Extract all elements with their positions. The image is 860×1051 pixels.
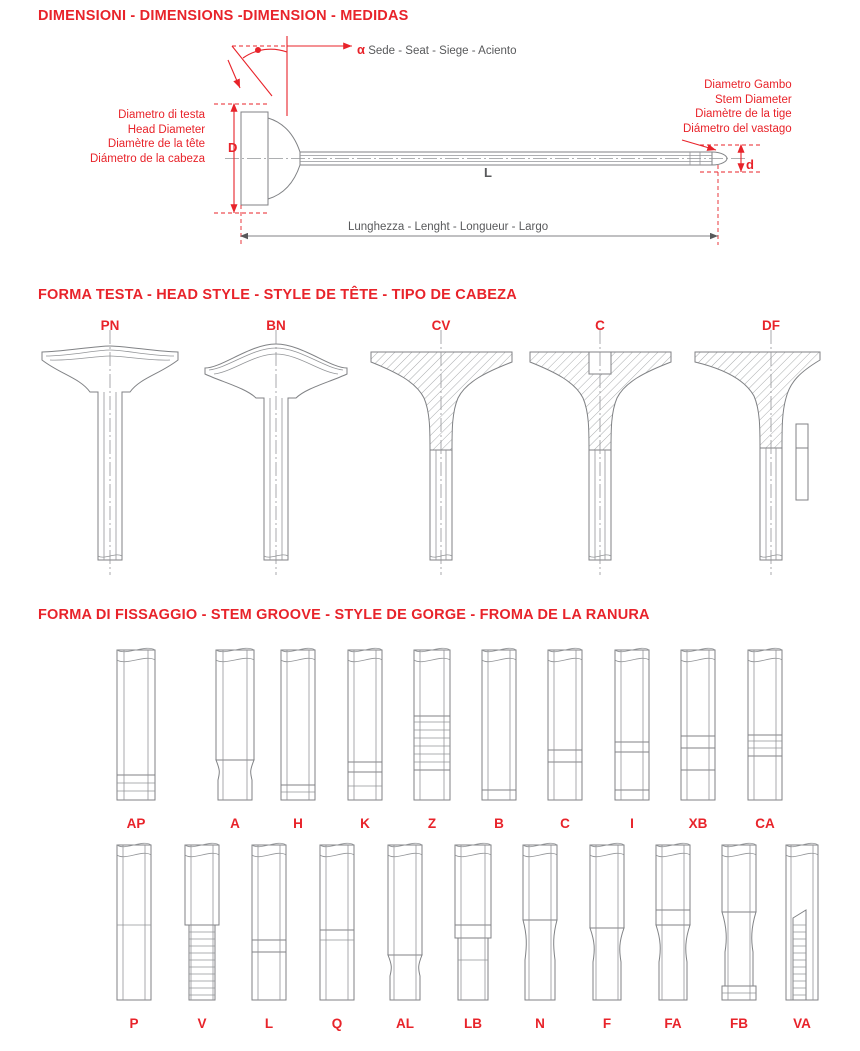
head-style-label-c: C [595,318,605,333]
stem-groove-shape-va [786,843,818,1000]
stem-groove-label-f: F [602,1016,612,1031]
dimension-letter-d-head: D [228,140,238,155]
stem-groove-shape-c [548,648,582,800]
stem-diameter-label [683,78,792,136]
stem-groove-label-p: P [129,1016,139,1031]
head-diameter-line-fr: Diamètre de la tête [107,138,206,150]
head-diameter-line-es: Diámetro de la cabeza [90,152,206,165]
head-diameter-line-it: Diametro di testa [118,109,206,121]
stem-groove-label-v: V [197,1016,207,1031]
head-style-shape-c [530,330,671,575]
length-label: Lunghezza - Lenght - Longueur - Largo [348,221,549,233]
stem-groove-shape-v [185,843,219,1000]
head-style-shape-cv [371,330,512,575]
section-title-head-style: FORMA TESTA - HEAD STYLE - STYLE DE TÊTE - TIPO DE CABEZA [38,287,517,303]
seat-angle-label [357,42,517,57]
stem-groove-shape-al [388,843,422,1000]
stem-groove-shape-b [482,648,516,800]
stem-groove-label-ca: CA [755,816,775,831]
stem-groove-label-b: B [494,816,504,831]
stem-groove-shape-fb [722,843,756,1000]
stem-groove-label-z: Z [427,816,437,831]
stem-diameter-line-en: Stem Diameter [714,93,792,106]
stem-groove-shape-lb [455,843,491,1000]
head-style-shape-bn [205,330,347,575]
stem-groove-label-l: L [264,1016,274,1031]
stem-groove-label-a: A [230,816,240,831]
stem-groove-shape-p [117,843,151,1000]
head-diameter-line-en: Head Diameter [127,123,206,136]
stem-groove-label-h: H [293,816,303,831]
stem-groove-label-q: Q [331,1016,343,1031]
seat-angle-symbol: α [357,42,365,57]
stem-groove-shape-a [216,648,254,800]
stem-groove-shape-xb [681,648,715,800]
head-style-shape-pn [42,330,178,575]
stem-groove-shape-k [348,648,382,800]
stem-diameter-line-es: Diámetro del vastago [683,122,792,135]
stem-groove-label-lb: LB [464,1016,482,1031]
head-style-label-pn: PN [100,318,120,333]
stem-groove-shape-f [590,843,624,1000]
seat-angle-text: Sede - Seat - Siege - Aciento [368,45,517,57]
stem-diameter-line-it: Diametro Gambo [704,79,792,91]
stem-groove-label-fb: FB [730,1016,748,1031]
stem-groove-shape-ca [748,648,782,800]
valve-dimension-drawing [214,36,760,245]
stem-groove-shape-z [414,648,450,800]
stem-groove-label-c: C [560,816,570,831]
stem-groove-label-ap: AP [126,816,146,831]
head-style-label-cv: CV [431,318,451,333]
stem-groove-shape-n [523,843,557,1000]
stem-groove-label-n: N [535,1016,545,1031]
stem-groove-shape-ap [117,648,155,800]
head-style-label-bn: BN [266,318,286,333]
stem-groove-shape-h [281,648,315,800]
stem-groove-shape-i [615,648,649,800]
head-style-shape-df [695,330,820,575]
dimension-letter-l-length: L [484,165,492,180]
dimension-letter-d-stem: d [746,157,754,172]
stem-groove-shape-fa [656,843,690,1000]
section-title-dimensions: DIMENSIONI - DIMENSIONS -DIMENSION - MEDIDAS [38,8,409,24]
stem-groove-shape-q [320,843,354,1000]
stem-groove-label-al: AL [396,1016,414,1031]
section-title-stem-groove: FORMA DI FISSAGGIO - STEM GROOVE - STYLE DE GORGE - FROMA DE LA RANURA [38,607,650,623]
head-style-label-df: DF [762,318,780,333]
stem-groove-shape-l [252,843,286,1000]
stem-groove-label-xb: XB [688,816,708,831]
head-diameter-label [90,108,205,166]
stem-groove-label-fa: FA [664,1016,682,1031]
stem-groove-label-va: VA [793,1016,811,1031]
stem-groove-label-i: I [630,816,634,831]
stem-diameter-line-fr: Diamètre de la tige [695,108,792,120]
stem-groove-label-k: K [360,816,370,831]
